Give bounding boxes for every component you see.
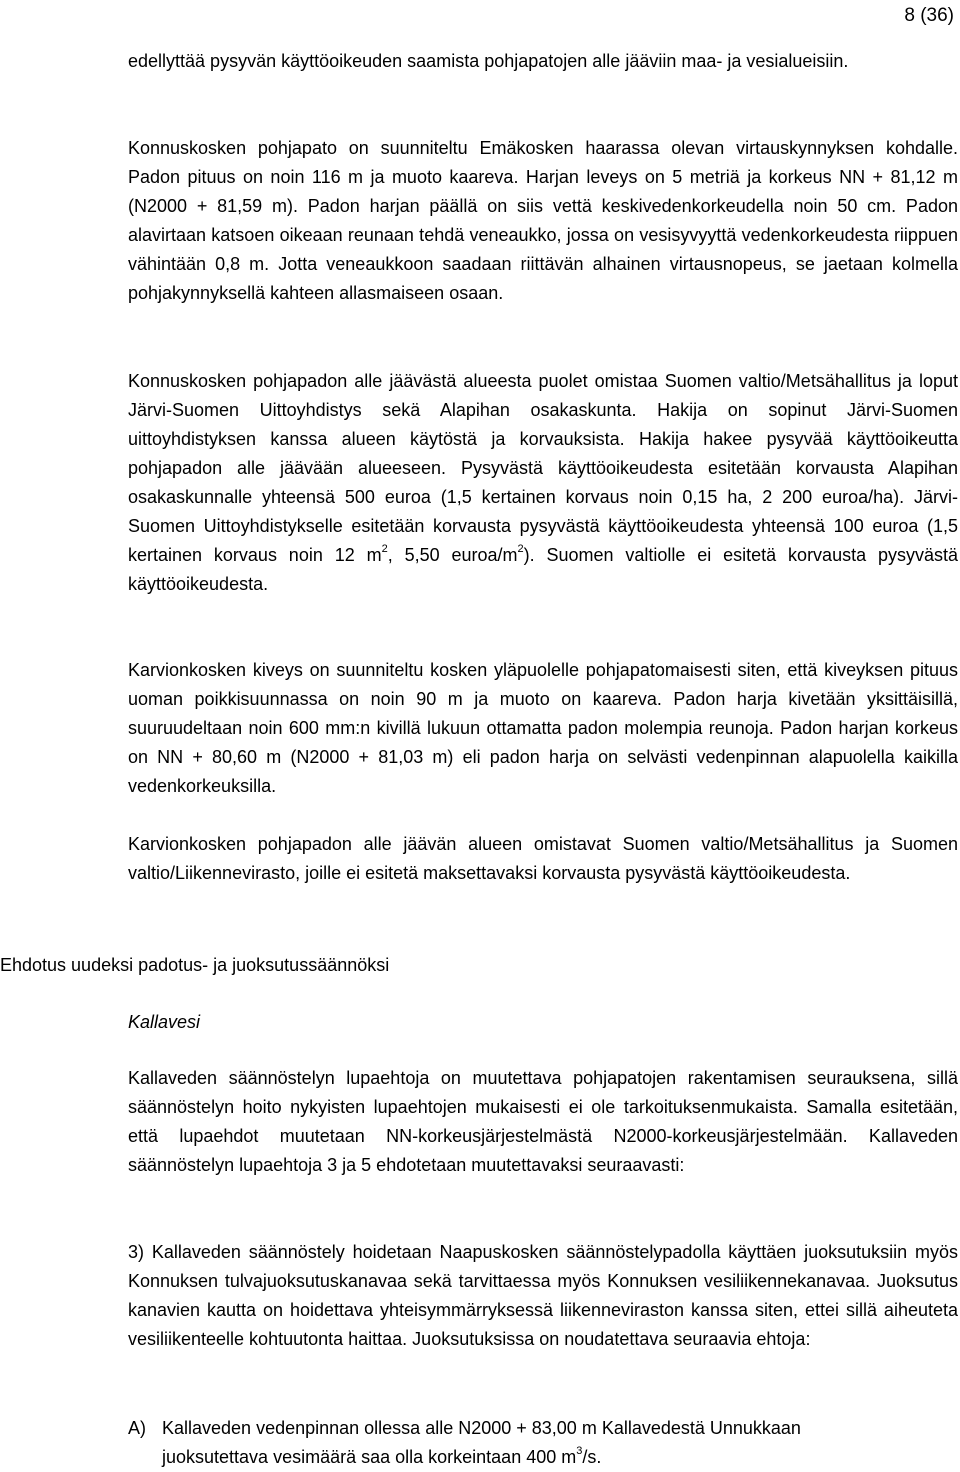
paragraph-4: Karvionkosken kiveys on suunniteltu kosken yläpuolelle pohjapatomaisesti siten, että kiveyksen pituus uoman poikkisuunnassa on noin 90 m ja muoto on kaareva. Padon harja kivetään yksittäisillä, suuruudeltaan noin 600 mm:n kivillä lukuun ottamatta padon molempia reunoja. Padon harjan korkeus on NN + 80,60 m (N2000 + 81,03 m) eli padon harja on selvästi vedenpinnan alapuolella kaikilla vedenkorkeuksilla. <box>128 660 958 796</box>
paragraph-6: Kallaveden säännöstelyn lupaehtoja on muutettava pohjapatojen rakentamisen seurauksena, sillä säännöstelyn hoito nykyisten lupaehtojen mukaisesti ei ole tarkoituksenmukaista. Samalla esitetään, että lupaehdot muutetaan NN-korkeusjärjestelmästä N2000-korkeusjärjestelmään. Kallaveden säännöstelyn lupaehtoja 3 ja 5 ehdotetaan muutettavaksi seuraavasti: <box>128 1068 958 1175</box>
superscript: 3 <box>576 1445 583 1457</box>
paragraph-5: Karvionkosken pohjapadon alle jäävän alueen omistavat Suomen valtio/Metsähallitus ja Suomen valtio/Liikennevirasto, joille ei esitetä maksettavaksi korvausta pysyvästä käyttöoikeudesta. <box>128 834 958 883</box>
paragraph-3 <box>128 367 958 599</box>
paragraph-3-text-c: ). Suomen valtiolle ei esitetä korvausta pysyvästä käyttöoikeudesta. <box>128 545 958 594</box>
list-item-a <box>128 1414 958 1472</box>
section-heading: Ehdotus uudeksi padotus- ja juoksutussäännöksi <box>0 955 390 975</box>
page-number: 8 (36) <box>904 5 954 26</box>
list-item-line-2: juoksutettava vesimäärä saa olla korkeintaan 400 m <box>162 1447 577 1467</box>
superscript: 2 <box>517 543 524 555</box>
paragraph-3-text-a: Konnuskosken pohjapadon alle jäävästä alueesta puolet omistaa Suomen valtio/Metsähallitus ja loput Järvi-Suomen Uittoyhdistys sekä Alapihan osakaskunta. Hakija on sopinut Järvi-Suomen uittoyhdistyksen kanssa alueen käytöstä ja korvauksista. Hakija hakee pysyvää käyttöoikeutta pohjapadon alle jäävään alueeseen. Pysyvästä käyttöoikeudesta esitetään korvausta Alapihan osakaskunnalle yhteensä 500 euroa (1,5 kertainen korvaus noin 0,15 ha, 2 200 euroa/ha). Järvi-Suomen Uittoyhdistykselle esitetään korvausta pysyvästä käyttöoikeudesta yhteensä 100 euroa (1,5 kertainen korvaus noin 12 m <box>128 371 958 565</box>
list-item-label: A) <box>128 1418 146 1438</box>
paragraph-3-text-b: , 5,50 euroa/m <box>387 545 518 565</box>
superscript: 2 <box>381 543 388 555</box>
paragraph-2: Konnuskosken pohjapato on suunniteltu Emäkosken haarassa olevan virtauskynnyksen kohdalle. Padon pituus on noin 116 m ja muoto kaareva. Harjan leveys on 5 metriä ja korkeus NN + 81,12 m (N2000 + 81,59 m). Padon harjan päällä on siis vettä keskivedenkorkeudella noin 50 cm. Padon alavirtaan katsoen oikeaan reunaan tehdä veneaukko, jossa on vesisyvyyttä vedenkorkeudesta riippuen vähintään 0,8 m. Jotta veneaukkoon saadaan riittävän alhainen virtausnopeus, se jaetaan kolmella pohjakynnyksellä kahteen allasmaiseen osaan. <box>128 138 958 303</box>
subsection-heading: Kallavesi <box>128 1012 201 1032</box>
paragraph-1: edellyttää pysyvän käyttöoikeuden saamista pohjapatojen alle jääviin maa- ja vesialueisiin. <box>128 51 849 71</box>
list-item-continuation <box>128 1443 958 1472</box>
list-item-line-2-end: /s. <box>582 1447 602 1467</box>
list-item-line-1: Kallaveden vedenpinnan ollessa alle N2000 + 83,00 m Kallavedestä Unnukkaan <box>162 1418 801 1438</box>
paragraph-7: 3) Kallaveden säännöstely hoidetaan Naapuskosken säännöstelypadolla käyttäen juoksutuksiin myös Konnuksen tulvajuoksutuskanavaa sekä tarvittaessa myös Konnuksen vesiliikennekanavaa. Juoksutus kanavien kautta on hoidettava yhteisymmärryksessä liikenneviraston kanssa siten, ettei sillä aiheuteta vesiliikenteelle kohtuutonta haittaa. Juoksutuksissa on noudatettava seuraavia ehtoja: <box>128 1242 958 1349</box>
